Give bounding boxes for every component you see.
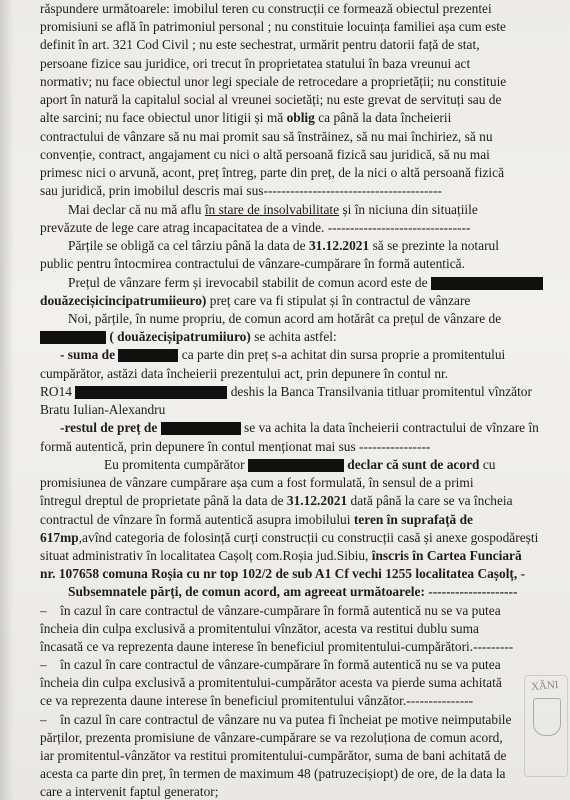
text-fragment: se achita astfel: [254, 329, 337, 344]
bullet: – [40, 603, 61, 618]
bold-oblig: oblig [286, 110, 315, 125]
bullet: – [40, 712, 61, 727]
doc-line [40, 512, 473, 527]
text-fragment: deshis la Banca Transilvania titluar promitentul vînzător [230, 384, 532, 399]
redaction-bar [161, 422, 241, 435]
redaction-bar [118, 349, 178, 362]
area-bold: 617mp [40, 530, 79, 545]
iban-prefix: RO14 [40, 384, 72, 399]
doc-line: care a intervenit faptul generator; [40, 784, 219, 799]
doc-line: părților, prezenta promisiune de vânzare-cumpărare se va rezoluționa de comun acord, [40, 730, 503, 745]
doc-line: promisiunea de vânzare cumpărare așa cum a fost formulată, în sensul de a primi [40, 475, 474, 490]
doc-line [40, 329, 337, 344]
doc-line: contractului de vânzare să nu mai promit sau să înstrăinez, să nu mai închiriez, să nu [40, 129, 493, 144]
official-stamp [524, 675, 568, 777]
doc-line [104, 457, 495, 472]
text-fragment: în cazul în care contractul de vânzare nu va putea fi încheiat pe motive neimputabile [60, 712, 512, 727]
text-fragment: preț care va fi stipulat și în contractul de vânzare [209, 293, 471, 308]
sum-label: - suma de [60, 347, 116, 362]
bullet: – [40, 657, 61, 672]
doc-line [40, 110, 451, 125]
redaction-bar [75, 386, 227, 399]
doc-line: acesta ca parte din preț, în termen de maximum 48 (patruzecișiopt) de ore, de la data la [40, 766, 506, 781]
rest-label: -restul de preț de [60, 420, 158, 435]
text-fragment: alte sarcini; nu face obiectul unor litigii și mă [40, 110, 284, 125]
doc-line: prevăzute de lege care atrag incapacitatea de a vinde. -------------------------------- [40, 220, 471, 235]
text-fragment: Părțile se obligă ca cel târziu până la data de [68, 238, 306, 253]
doc-line [40, 603, 501, 618]
text-fragment: se va achita la data încheierii contractului de vînzare în [244, 420, 539, 435]
doc-line: formă autentică, prin depunere în contul menționat mai sus ---------------- [40, 439, 431, 454]
text-fragment: ca parte din preț s-a achitat din sursa proprie a promitentului [181, 347, 506, 362]
doc-line: definit în art. 321 Cod Civil ; nu este sechestrat, urmărit pentru datorii față de stat, [40, 37, 480, 52]
text-fragment: contractul de vînzare în formă autentică asupra imobilului [40, 512, 351, 527]
doc-line [40, 548, 522, 563]
doc-line [60, 347, 505, 362]
doc-line: sau juridică, prin imobilul descris mai sus---------------------------------------- [40, 183, 442, 198]
doc-line [68, 202, 478, 217]
doc-line: aport în natură la capitalul social al vreunei societăți; nu este grevat de servituți sau de [40, 92, 502, 107]
text-fragment: Mai declar că nu mă aflu [68, 202, 202, 217]
text-fragment: sau juridică, prin imobilul descris mai sus [40, 183, 264, 198]
text-fragment: situat administrativ în localitatea Cașolț com.Roșia jud.Sibiu, [40, 548, 369, 563]
text-fragment: dată până la care se va încheia [350, 493, 513, 508]
text-fragment: întregul dreptul de proprietate până la data de [40, 493, 284, 508]
doc-line [40, 530, 538, 545]
text-fragment: Prețul de vânzare ferm și irevocabil stabilit de comun acord este de [68, 275, 428, 290]
doc-line: iar promitentul-vânzător va restitui promitentului-cumpărător, suma de bani achitată de [40, 748, 507, 763]
doc-line: cumpărător, astăzi data încheierii prezentului act, prin depunere în contul nr. [40, 366, 449, 381]
text-fragment: să se prezinte la notarul [372, 238, 499, 253]
doc-line [40, 293, 470, 308]
doc-line: Bratu Iulian-Alexandru [40, 402, 166, 417]
doc-line [60, 420, 539, 435]
doc-line: Noi, părțile, în nume propriu, de comun acord am hotărât ca prețul de vânzare de [68, 311, 502, 326]
doc-line: promisiuni se află în patrimoniul personal ; nu constituie locuința familiei așa cum este [40, 19, 506, 34]
text-fragment: Eu promitenta cumpărător [104, 457, 245, 472]
doc-line: persoane fizice sau juridice, ori trecut în proprietatea statului în baza vreunui act [40, 56, 471, 71]
text-fragment: în cazul în care contractul de vânzare-cumpărare în formă autentică nu se va putea [60, 603, 501, 618]
redaction-bar [431, 277, 543, 290]
underlined-text: în stare de insolvabilitate [204, 202, 340, 217]
doc-line: încheia din culpa exclusivă a promitentului vînzător, acesta va restitui dublu suma [40, 621, 479, 636]
text-fragment: ca până la data încheierii [318, 110, 452, 125]
doc-line [40, 712, 511, 727]
date-bold: 31.12.2021 [286, 493, 348, 508]
land-bold: teren în suprafață de [353, 512, 473, 527]
doc-line [40, 657, 501, 672]
text-fragment: în cazul în care contractul de vânzare-cumpărare în formă autentică nu se va putea [60, 657, 501, 672]
text-fragment: cu [482, 457, 496, 472]
heading-bold: Subsemnatele părți, de comun acord, am agreeat următoarele: -------------------- [68, 584, 518, 599]
agreement-bold: declar că sunt de acord [347, 457, 480, 472]
doc-line: răspundere următoarele: imobilul teren cu construcții ce formează obiectul prezentei [40, 1, 492, 16]
crest-icon [533, 698, 561, 736]
land-register-bold: înscris în Cartea Funciară [371, 548, 522, 563]
stamp-text: XĂNI [530, 679, 559, 693]
doc-line: ce va reprezenta daune interese în beneficiul promitentului vânzător.--------------- [40, 693, 474, 708]
doc-line [40, 493, 513, 508]
doc-line: convenție, contract, angajament cu nici o altă persoană fizică sau juridică, să nu mai [40, 147, 490, 162]
doc-line [68, 238, 499, 253]
doc-line: încasată ce va reprezenta daune interese în beneficiul promitentului-cumpărători.--------- [40, 639, 514, 654]
price-words: ( douăzecișipatrumiiuro) [109, 329, 251, 344]
doc-line: normativ; nu face obiectul unor legi speciale de retrocedare a proprietății; nu constituie [40, 74, 507, 89]
doc-line [68, 275, 543, 290]
doc-line: încheia din culpa exclusivă a promitentului-cumpărător acesta va pierde suma achitată [40, 675, 502, 690]
doc-line: nr. 107658 comuna Roșia cu nr top 102/2 de sub A1 Cf vechi 1255 localitatea Cașolț, - [40, 566, 526, 581]
doc-line [68, 584, 517, 599]
text-fragment: și în niciuna din situațiile [342, 202, 478, 217]
date-bold: 31.12.2021 [308, 238, 370, 253]
text-fragment: ,avînd categoria de folosință curți construcții cu construcții casă și anexe gospodărești [78, 530, 539, 545]
doc-line: public pentru întocmirea contractului de vânzare-cumpărare în formă autentică. [40, 256, 465, 271]
redaction-bar [248, 459, 344, 472]
doc-line: primesc nici o arvună, acont, preț întreg, parte din preț, de la nici o altă persoană fizică [40, 165, 505, 180]
doc-line [40, 384, 532, 399]
redaction-bar [40, 331, 106, 344]
price-words: douăzecișicincipatrumiieuro) [40, 293, 207, 308]
